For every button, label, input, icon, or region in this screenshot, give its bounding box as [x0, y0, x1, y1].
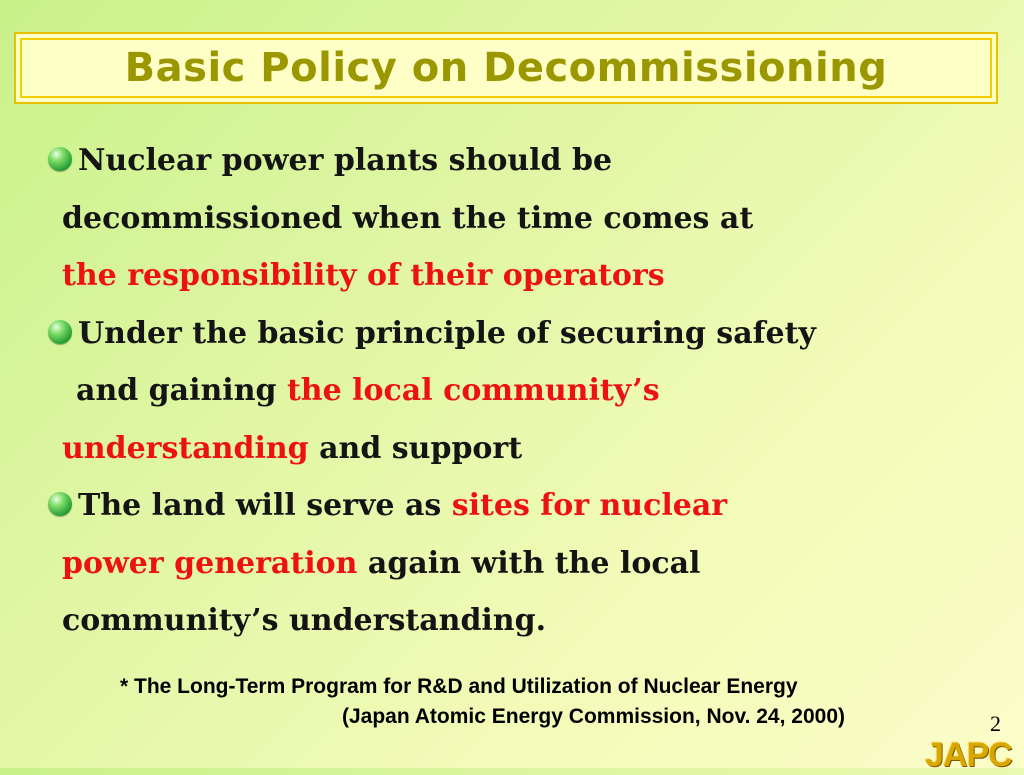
- bullet-list: [48, 132, 998, 650]
- bullet-1-line-2: [48, 190, 998, 248]
- green-bullet-icon: [48, 492, 72, 516]
- bullet-3-line-2: [48, 535, 998, 593]
- green-bullet-icon: [48, 147, 72, 171]
- bullet-text: decommissioned when the time comes at: [62, 200, 754, 236]
- bullet-text: Under the basic principle of securing safety: [78, 315, 816, 351]
- bullet-2-line-2: [48, 362, 998, 420]
- footnote-line-2: (Japan Atomic Energy Commission, Nov. 24, 2000): [342, 705, 845, 728]
- bullet-3-line-1: [48, 477, 998, 535]
- bullet-2-line-3: [48, 420, 998, 478]
- bullet-text: Nuclear power plants should be: [78, 143, 613, 178]
- green-bullet-icon: [48, 320, 72, 344]
- bullet-1-line-3: [48, 247, 998, 305]
- bullet-2-line-1: [48, 305, 998, 363]
- bullet-text: and gaining: [76, 373, 287, 408]
- highlighted-text: sites for nuclear: [451, 488, 728, 523]
- bullet-text: community’s understanding.: [62, 603, 547, 638]
- bullet-text: The land will serve as: [78, 488, 452, 523]
- bullet-3-line-3: [48, 592, 998, 650]
- highlighted-text: power generation: [62, 545, 358, 581]
- bullet-text: again with the local: [357, 545, 701, 581]
- footnote-line-1: * The Long-Term Program for R&D and Utilization of Nuclear Energy: [120, 675, 798, 698]
- page-number: 2: [990, 711, 1001, 736]
- bullet-1-line-1: [48, 132, 998, 190]
- bullet-text: and support: [308, 430, 523, 466]
- highlighted-text: understanding: [62, 430, 309, 466]
- slide-title: Basic Policy on Decommissioning: [124, 45, 888, 91]
- highlighted-text: the responsibility of their operators: [62, 258, 665, 293]
- japc-logo: JAPC: [925, 736, 1012, 774]
- title-box: [14, 32, 998, 104]
- highlighted-text: the local community’s: [286, 373, 660, 408]
